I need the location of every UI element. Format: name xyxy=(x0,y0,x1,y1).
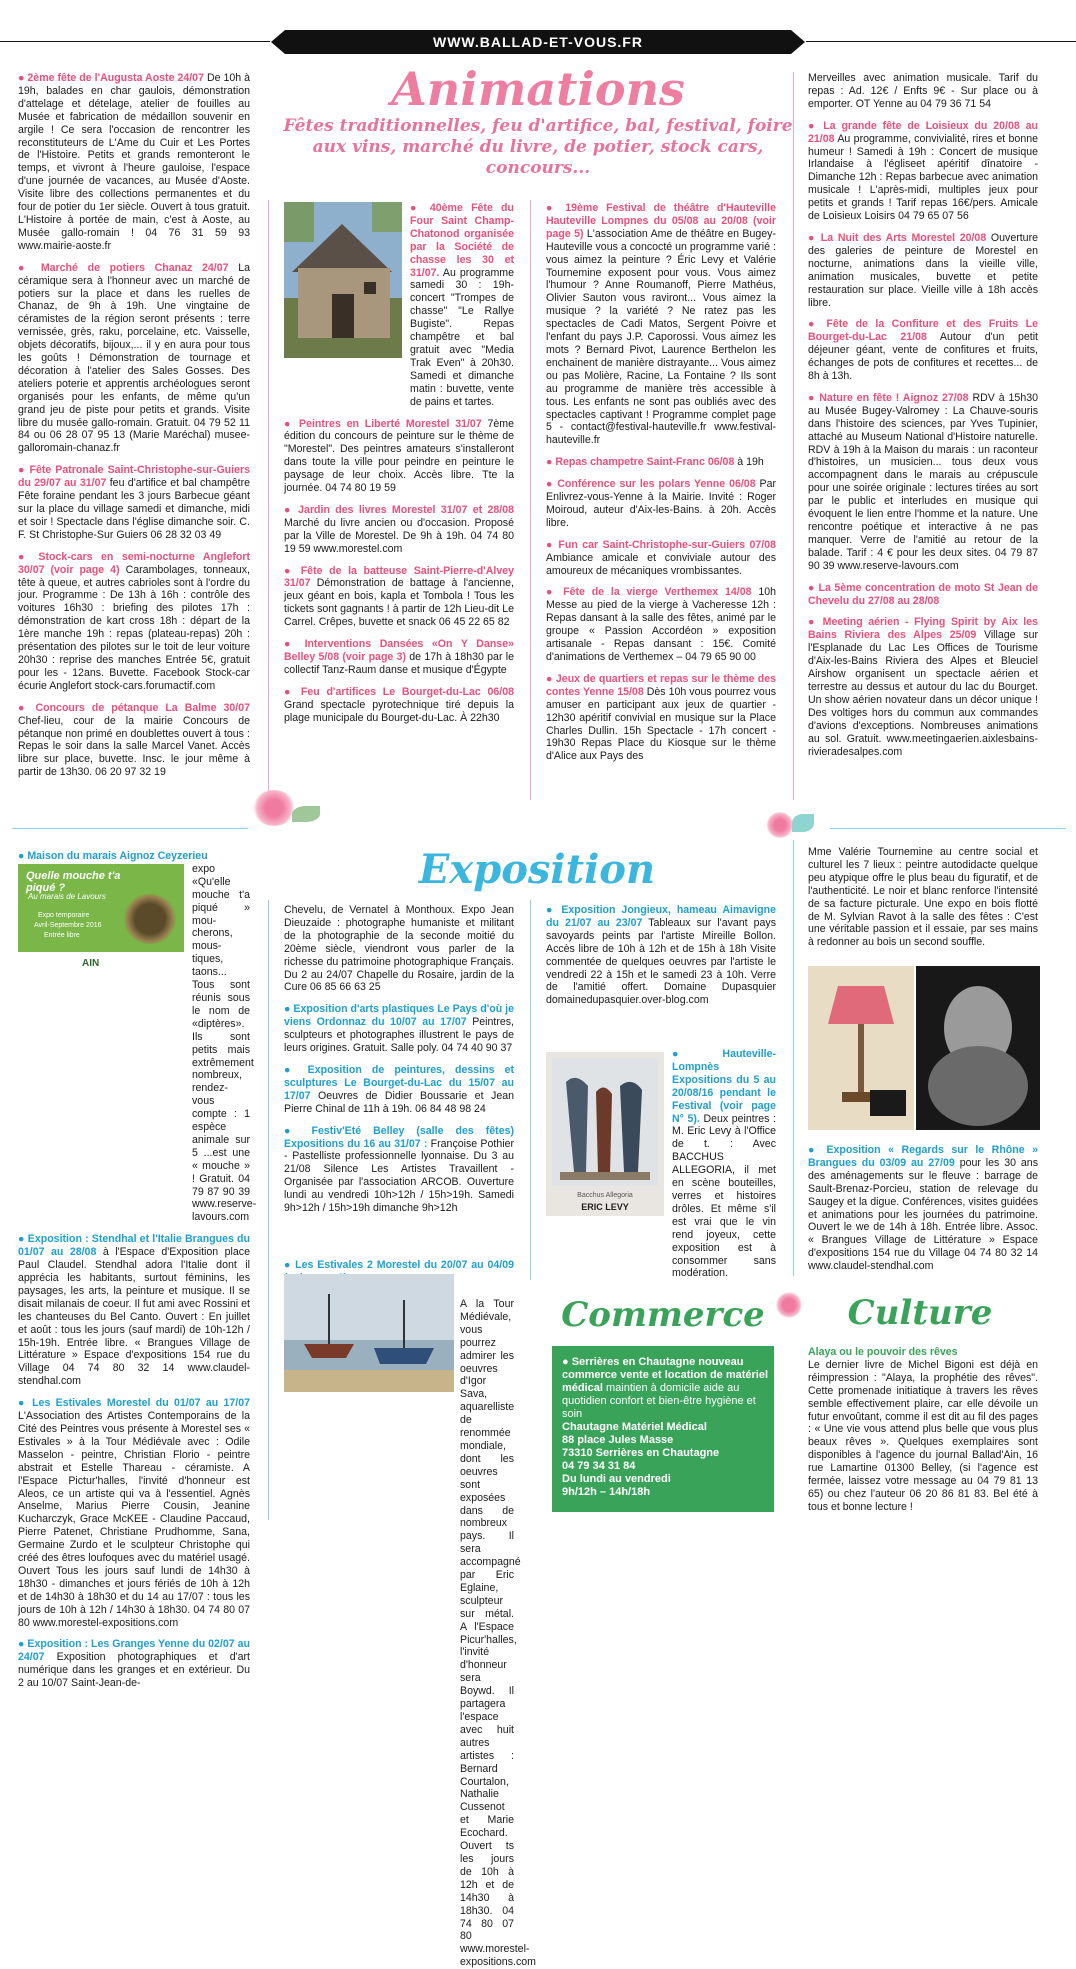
bullet-icon: ● xyxy=(546,456,556,469)
animations-column-1 xyxy=(18,72,250,802)
event-item xyxy=(18,72,250,253)
exposition-column-3 xyxy=(546,904,776,1044)
bullet-icon: ● xyxy=(284,1003,294,1016)
event-body: Grand spectacle pyrotechnique tiré depuis la plage municipale du Bourget-du-Lac. À 22h30 xyxy=(284,698,514,724)
event-body: Carambolages, tonneaux, tête à queue, et autres cabrioles sont à l'ordre du jour. Programme : De 13h à 16h : contrôle des voitures 16h30 : briefing des pilotes 17h : démonstration de kart cross 18h : départ de la 1ère manche 19h : repas (plateau-repas) 20h : présentation des pilotes sur le toit de leur voiture 20h30 : reprise des manches Entrée 5€, gratuit pour les - 12ans. Buvette. Facebook Stock-car écurie Anglefort stock-cars.forumactif.com xyxy=(18,563,250,692)
expo-body: Françoise Pothier - Pastelliste professionnelle lyonnaise. Du 3 au 21/08 Silence Les Artistes Travaillent - Organisée par l'association ARCOB. Ouverture lundi au vendredi 10h>12h / 15h>19h. Samedi 9h>12h / 15h>19h dimanche 9h>12h xyxy=(284,1137,514,1215)
rose-decoration xyxy=(766,812,794,838)
poster-line: Entrée libre xyxy=(44,932,80,939)
event-body: Village sur l'Esplanade du Lac Les Offices de Tourisme d'Aix-les-Bains Riviera des Alpes et Bleuciel Airshow organisent un spectacle aérien et terrestre au dessus et autour du lac du Bourget. Un show aérien novateur dans un décor unique ! Des voltiges hors du commun aux commandes d'avions d'exceptions. Nombreuses animations au sol. Gratuit. www.meetingaerien.aixlesbains-rivieradesalpes.com xyxy=(808,629,1038,758)
event-title: Meeting aérien - Flying Spirit by Aix les Bains Riviera des Alpes 25/09 xyxy=(808,616,1038,642)
bullet-icon: ● xyxy=(808,1144,827,1156)
tulip-decoration xyxy=(776,1292,802,1318)
bullet-icon: ● xyxy=(808,391,820,404)
event-item xyxy=(808,616,1038,758)
commerce-address: 88 place Jules Masse xyxy=(562,1434,674,1446)
exposition-column-2-bottom xyxy=(284,1298,536,1969)
event-item xyxy=(284,504,514,556)
event-item xyxy=(546,456,776,469)
expo-item xyxy=(284,1125,514,1215)
expo-body: Peintres, sculpteurs et photographes illustrent le pays de leurs origines. Gratuit. Salle poly. 04 74 40 90 37 xyxy=(284,1016,514,1055)
expo-title: Maison du marais Aignoz Ceyzerieu xyxy=(27,850,208,862)
section-rule-right xyxy=(830,828,1066,829)
event-body: La céramique sera à l'honneur avec un marché de potiers sur la place et dans les ruelles de Chanaz, de 9h à 19h. Une vingtaine de céramistes de la région seront présents : terre vernissée, grès, raku, porcelaine, etc. Vaisselle, objets décoratifs, bijoux,... il y en aura pour tous les goûts ! Démonstration de tournage et décoration à l'atelier des Sales Gosses. Des ateliers poterie et apprentis archéologues seront organisés pour les enfants, de même qu'un grand jeu de piste pour petits et grands. Visite libre du musée gallo-romain. Gratuit. 04 79 52 11 84 ou 06 28 07 95 13 (Marie Maréchal) musee-galloromain-chanaz.fr xyxy=(18,261,251,455)
event-title: Fête de la Confiture et des Fruits Le Bourget-du-Lac 21/08 xyxy=(808,318,1039,344)
expo-body: Exposition photographiques et d'art numérique dans les granges et en extérieur. Du 2 au 10/07 Saint-Jean-de- xyxy=(18,1651,250,1690)
event-title: Peintres en Liberté Morestel 31/07 xyxy=(299,417,482,430)
event-body: Par Enlivrez-vous-Yenne à la Mairie. Invité : Roger Moiroud, auteur d'Aix-les-Bains. à 20h. Accès libre. xyxy=(546,478,776,529)
event-title: La grande fête de Loisieux du 20/08 au 21/08 xyxy=(808,119,1038,145)
event-body: De 10h à 19h, balades en char gaulois, démonstration d'attelage et dételage, atelier de fouilles au Musée et fabrication de médaillon souvenir en argile ! Ce sera l'occasion de rencontrer les reconstituteurs de L'Ame du Cuir et Les Portes de l'Histoire. Petits et grands remonteront le temps, et vivront à l'heure gauloise, l'espace d'une journée de vacances, au Musée d'Aoste. Visite libre des collections permanentes et du four de potier du 1er siècle. Ouvert à tous gratuit. L'Histoire à portée de main, c'est à Aoste, au Musée gallo-romain ! 04 76 31 59 93 www.mairie-aoste.fr xyxy=(18,72,251,252)
expo-item xyxy=(284,1064,514,1116)
event-item xyxy=(546,673,776,763)
event-item xyxy=(284,686,514,725)
commerce-phone[interactable]: 04 79 34 31 84 xyxy=(562,1460,636,1472)
bw-portrait-painting xyxy=(916,966,1040,1130)
column-rule xyxy=(530,200,531,800)
painting-caption: Bacchus Allegoria xyxy=(577,1192,633,1199)
event-body: Marché du livre ancien ou d'occasion. Proposé par la Ville de Morestel. De 9h à 19h. 04 74 80 19 59 www.morestel.com xyxy=(284,516,514,555)
event-title: La Nuit des Arts Morestel 20/08 xyxy=(820,231,987,244)
expo-item xyxy=(18,1233,250,1388)
event-title: Feu d'artifices Le Bourget-du-Lac 06/08 xyxy=(300,685,514,698)
expo-item xyxy=(284,1003,514,1055)
bullet-icon: ● xyxy=(284,685,301,698)
event-title: Fête de la batteuse Saint-Pierre-d'Alvey 31/07 xyxy=(284,564,514,590)
event-item xyxy=(808,582,1038,608)
commerce-hours: 9h/12h – 14h/18h xyxy=(562,1486,651,1498)
bullet-icon: ● xyxy=(284,1124,312,1137)
event-body: RDV à 15h30 au Musée Bugey-Valromey : La Chauve-souris dans l'histoire des sciences, par Yves Tupinier, attaché au Museum National d'Histoire naturelle. RDV à 19h à la Maison du marais : un raconteur d'histoires, un musicien... tous deux vous accompagnent dans le marais au crépuscule pour une soirée originale : lectures tirées au sort par le public et interludes en musique qui évoquent le lien entre l'homme et la nature. Une rencontre poétique et interactive à ne pas manquer. Verre de l'amitié au retour de la balade. Tarif : 4 € pour les deux sites. 04 79 87 90 39 www.reserve-lavours.com xyxy=(808,391,1039,572)
event-body: Chef-lieu, cour de la mairie Concours de pétanque non primé en doublettes ouvert à tous : Repas le soir dans la salle Marcel Vanet. Accès libre sur place, buvette. Insc. le jour même à partir de 13h30. 06 20 97 32 19 xyxy=(18,714,250,779)
column-rule xyxy=(793,72,794,800)
event-body: 10h Messe au pied de la vierge à Vacheresse 12h : Repas dansant à la salle des fêtes, animé par le groupe « Passion Accordéon » exposition artisanale - Repas dansant : 15€. Comité d'animations de Verthemex – 04 79 65 90 00 xyxy=(546,586,776,663)
bullet-icon: ● xyxy=(284,503,299,516)
expo-body: A la Tour Médiévale, vous pourrez admirer les oeuvres d'Igor Sava, aquarelliste de renommée mondiale, dont les oeuvres sont exposées dans de nombreux pays. Il sera accompagné par Eric Eglaine, sculpteur sur métal. A l'Espace Picur'halles, l'invité d'honneur sera Boywd. Il partagera l'espace avec huit autres artistes : Bernard Courtalon, Nathalie Cussenot et Marie Ecochard. Ouvert ts les jours de 10h à 12h et de 14h30 à 18h30. 04 74 80 07 80 www.morestel-expositions.com xyxy=(460,1298,536,1969)
leaf-decoration xyxy=(292,806,320,822)
site-url[interactable]: WWW.BALLAD-ET-VOUS.FR xyxy=(433,34,643,50)
expo-body: pour les 30 ans des aménagements sur le fleuve : barrage de Sault-Brenaz-Porcieu, station de relevage du Saugey et la digue. Conférences, visites guidées et animations pour les journées du patrimoine. Ouvert le we de 14h à 18h. Entrée libre. Assoc. « Brangues Village de Littérature » Espace d'expositions 154 rue du Village 04 74 80 32 14 www.claudel-stendhal.com xyxy=(808,1156,1038,1273)
event-body: Démonstration de battage à l'ancienne, jeux géant en bois, kapla et Tombola ! Tous les tickets sont gagnants ! à partir de 12h Lieu-dit Le Carrel. Crêpes, buvette et snack 06 45 22 65 82 xyxy=(284,577,514,629)
expo-title: Festiv'Eté Belley (salle des fêtes) Expositions du 16 au 31/07 : xyxy=(284,1124,515,1150)
expo-title: Les Estivales Morestel du 01/07 au 17/07 xyxy=(32,1397,251,1410)
expo-continuation: Mme Valérie Tournemine au centre social et culturel les 7 lieux : peintre autodidacte quelque peu atypique offre le plus beau du figuratif, et de l'authenticité. Le noir et blanc renforce l'intensité de sa facture picturale. Une expo en bois flotté de M. Sylvian Ravot à la salle des fêtes : C'est une véritable passion et il essaie, par ses mains à redonner au bois un second souffle. xyxy=(808,846,1038,949)
expo-item xyxy=(18,1397,250,1629)
commerce-days: Du lundi au vendredi xyxy=(562,1473,671,1485)
column-rule xyxy=(268,200,269,800)
expo-body: L'Association des Artistes Contemporains de la Cité des Peintres vous présente à Morestel ses « Estivales » à la Tour Médiévale avec : Odile Masselon - peintre, Christian Florio - peintre abstrait et Estelle Thareau - céramiste. A l'Espace Pictur'halles, l'invité d'honneur est Aleos, ce un artiste qui va à l'essentiel. Agnès Anselme, Marius Pierre Cousin, Jeanine Kucharczyk, Grace McKEE - Claudine Paccaud, Pierre Patenet, Christiane Prudhomme, Sana, Germaine Zurdo et le sculpteur Christophe qui créé des êtres loufoques avec du matériel usagé. Ouvert Tous les jours sauf lundi de 14h30 à 18h30 - dimanches et jours fériés de 10h à 12h et de 14h30 à 18h30 et du 14 au 17/07 : tous les jours de 10h à 12h / 14h30 à 18h30. 04 74 80 07 80 www.morestel-expositions.com xyxy=(18,1410,250,1629)
event-item xyxy=(808,120,1038,223)
expo-title: Exposition Jongieux, hameau Aimavigne du 21/07 au 23/07 xyxy=(546,904,776,929)
event-title: 2ème fête de l'Augusta Aoste 24/07 xyxy=(27,72,204,84)
header-rule-left xyxy=(0,41,270,42)
commerce-box xyxy=(552,1346,774,1512)
bullet-icon: ● xyxy=(562,1356,572,1368)
expo-title: Exposition d'arts plastiques Le Pays d'où je viens Ordonnaz du 10/07 au 17/07 xyxy=(284,1003,515,1029)
event-item xyxy=(808,232,1038,309)
expo-title: Exposition de peintures, dessins et sculptures Le Bourget-du-Lac du 15/07 au 17/07 xyxy=(284,1063,514,1102)
column-rule xyxy=(530,900,531,1280)
event-item xyxy=(284,418,514,495)
event-item xyxy=(284,202,514,409)
exposition-column-3-bottom xyxy=(546,1048,776,1278)
bullet-icon: ● xyxy=(284,564,301,577)
bullet-icon: ● xyxy=(546,672,556,685)
bullet-icon: ● xyxy=(18,850,28,862)
expo-body: Oeuvres de Didier Boussarie et Jean Pierre Chinal de 11h à 19h. 06 84 48 98 24 xyxy=(284,1089,514,1115)
bullet-icon: ● xyxy=(18,1233,28,1246)
artist-signature: ERIC LEVY xyxy=(581,1202,629,1212)
bullet-icon: ● xyxy=(284,638,305,651)
event-body: 7ème édition du concours de peinture sur le thème de "Morestel". Des peintres amateurs s'installeront dans toute la ville pour peindre en peinture le paysage de leur choix. Accès libre. Tte la journée. 04 74 80 19 59 xyxy=(284,417,514,495)
culture-title: Culture xyxy=(847,1293,993,1333)
event-title: Fête Patronale Saint-Christophe-sur-Guiers du 29/07 au 31/07 xyxy=(18,464,251,490)
expo-body: Deux peintres : M. Eric Levy à l'Office de t. : Avec BACCHUS ALLEGORIA, il met en scène bouteilles, verres et histoires drôles. Et même s'il est vrai que le vin rend joyeux, cette exposition est à consommer sans modération. xyxy=(672,1112,776,1280)
bullet-icon: ● xyxy=(546,538,559,551)
event-body: Ambiance amicale et conviviale autour des amoureux de mécaniques vrombissantes. xyxy=(546,551,776,577)
ain-logo: AIN xyxy=(82,958,100,969)
event-body: Dès 10h vous pourrez vous amuser en participant aux jeux de quartier - 12h30 apéritif convivial en musique sur la Place Charles Dullin. 15h Spectacle - 17h concert - 19h30 Repas Place du Kiosque sur le thème d'Alice aux Pays des xyxy=(546,685,777,763)
event-title: Stock-cars en semi-nocturne Anglefort 30/07 (voir page 4) xyxy=(18,550,250,576)
bullet-icon: ● xyxy=(18,1397,33,1410)
animations-column-4 xyxy=(808,72,1038,802)
event-item xyxy=(284,638,514,677)
culture-item xyxy=(808,1346,1038,1514)
event-title: Nature en fête ! Aignoz 27/08 xyxy=(819,391,969,404)
expo-item xyxy=(18,850,257,1224)
event-body: à 19h xyxy=(737,456,764,469)
section-rule-left xyxy=(12,828,248,829)
event-body: Autour d'un petit déjeuner géant, vente de confitures et fruits, échanges de pots de confitures et recettes... de 8h à 13h. xyxy=(808,331,1038,383)
exposition-column-4-bottom xyxy=(808,1144,1038,1274)
event-body: Au programme samedi 30 : 19h- concert "Trompes de chasse" "Le Rallye Bugiste". Repas champêtre et bal gratuit avec "Media Trak Even" à 20h30. Samedi et dimanche matin : buvette, vente de pains et tartes. xyxy=(410,266,514,408)
poster-line: Avril-Septembre 2016 xyxy=(34,922,102,929)
bullet-icon: ● xyxy=(284,1063,308,1076)
expo-title: Exposition : Les Granges Yenne du 02/07 au 24/07 xyxy=(18,1638,250,1664)
commerce-headline xyxy=(562,1356,774,1421)
event-body: L'association Ame de théâtre en Bugey-Hauteville vous a concocté un programme varié : vous aimez la peinture ? Éric Levy et Valérie Tournemine exposent pour vous. Vous aimez l'humour ? Anne Roumanoff, Pierre Mathéus, Olivier Sauton vous raviront... Vous aimez la musique ? la variété ? Ne ratez pas les spectacles de Cadi Matos, Sergent Poivre et l'enfant du pays J.P. Caporossi. Vous aimez les mots ? Bernard Pivot, Laurence Berthelon les enchainent de manière distrayante... Vous aimez ou pas Molière, Racine, La Fontaine ? Ils sont au programme de manière très accessible à tous. Les enfants ne sont pas oubliés avec des spectacles captivant ! Programme complet page 5 - contact@festival-hauteville.fr www.festival-hauteville.fr xyxy=(546,227,776,447)
expo-title: Hauteville-Lompnès Expositions du 5 au 20/08/16 pendant le Festival (voir page N° 5). xyxy=(672,1048,776,1125)
bullet-icon: ● xyxy=(18,464,30,477)
exposition-column-4 xyxy=(808,846,1038,966)
event-item xyxy=(546,586,776,663)
lamp-sculpture-photo xyxy=(808,966,914,1130)
event-title: Fun car Saint-Christophe-sur-Guiers 07/08 xyxy=(558,538,777,551)
animations-title: Animations xyxy=(391,62,685,116)
event-item xyxy=(546,478,776,530)
bullet-icon: ● xyxy=(18,1638,28,1651)
bullet-icon: ● xyxy=(808,581,819,594)
header-rule-right xyxy=(806,41,1076,42)
event-item xyxy=(808,392,1038,573)
site-banner[interactable] xyxy=(285,30,791,54)
expo-body: expo «Qu'elle mouche t'a piqué » mou-cherons, mous-tiques, taons... Tous sont réunis sous le nom de «diptères». Ils sont petits mais extrêmement nombreux, rendez-vous compte : 1 espèce animale sur 5 ...est une « mouche » ! Gratuit. 04 79 87 90 39 www.reserve-lavours.com xyxy=(192,862,257,1224)
event-item xyxy=(18,464,250,541)
column-rule xyxy=(268,900,269,1520)
event-title: Concours de pétanque La Balme 30/07 xyxy=(35,701,250,714)
bullet-icon: ● xyxy=(410,202,430,214)
expo-item xyxy=(808,1144,1038,1273)
event-title: Interventions Dansées «On Y Danse» Belley 5/08 (voir page 3) xyxy=(284,638,514,663)
expo-continuation: Chevelu, de Vernatel à Monthoux. Expo Jean Dieuzaide : photographe humaniste et militant de la photographie de la seconde moitié du 20ème siècle, viendront vous parler de la richesse du patrimoine photographique Français. Du 2 au 24/07 Chapelle du Rosaire, jardin de la Cure 06 85 66 63 25 xyxy=(284,904,514,994)
animations-subtitle: Fêtes traditionnelles, feu d'artifice, bal, festival, foire aux vins, marché du livre, de potier, stock cars, concours... xyxy=(283,116,793,178)
poster-subhead: Au marais de Lavours xyxy=(28,892,106,901)
bullet-icon: ● xyxy=(808,231,821,244)
column-rule xyxy=(793,840,794,1276)
event-item xyxy=(284,565,514,630)
commerce-description: maintien à domicile aide au quotidien confort et bien-être hygiène et soin xyxy=(562,1382,756,1420)
exposition-column-1 xyxy=(18,850,257,1690)
culture-column xyxy=(808,1346,1038,1526)
event-title: Jardin des livres Morestel 31/07 et 28/08 xyxy=(298,503,514,516)
expo-body: Tableaux sur l'avant pays savoyards peints par l'artiste Mireille Bollon. Accès libre de 10h à 12h et de 15h à 18h Visite commentée de quelques oeuvres par l'artiste le vendredi 22 à 15h et le samedi 23 à 10h. Verre de l'amitié offert. Domaine Dupasquier domainedupasquier.over-blog.com xyxy=(546,916,777,1007)
bullet-icon: ● xyxy=(808,616,823,629)
bullet-icon: ● xyxy=(546,478,558,491)
bullet-icon: ● xyxy=(284,417,300,430)
commerce-headline-text: Serrières en Chautagne nouveau commerce vente et location de matériel médical xyxy=(562,1356,769,1394)
animations-column-3 xyxy=(546,202,776,802)
bullet-icon: ● xyxy=(546,586,564,599)
bullet-icon: ● xyxy=(546,202,566,214)
event-body: Au programme, convivialité, rires et bonne humeur ! Samedi à 19h : Concert de musique Irlandaise à l'égliseet apéritif dînatoire - Dimanche 12h : Repas barbecue avec animation musicale ! L'après-midi, multiples jeux pour petits et grands ! Tarif repas 16€/pers. Amicale de Loisieux Loisirs 04 79 65 07 56 xyxy=(808,132,1038,223)
bullet-icon: ● xyxy=(18,72,28,84)
event-item xyxy=(546,539,776,578)
expo-title: Exposition : Stendhal et l'Italie Brangues du 01/07 au 28/08 xyxy=(18,1233,250,1259)
bullet-icon: ● xyxy=(808,119,824,132)
commerce-name: Chautagne Matériel Médical xyxy=(562,1421,707,1433)
exposition-column-2 xyxy=(284,904,514,1259)
bullet-icon: ● xyxy=(18,261,41,274)
culture-body: Le dernier livre de Michel Bigoni est déjà en réimpression : "Alaya, la prophétie des rêves". Cette promenade initiatique à travers les rêves semble effectivement plaire, car elle dévoile un futur envoûtant, comme il est dit au fil des pages : « Une vie vous attend plus belle que vous plus beaux rêves ». Quelques exemplaires sont disponibles à l'agence du journal Ballad'Ain, 16 rue Lamartine 01300 Belley, (si l'agence est fermée, laissez votre message au 04 79 81 13 65) ou chez l'auteur 06 20 86 81 83. Bel été à tous et bonne lecture ! xyxy=(808,1358,1038,1513)
event-title: La 5ème concentration de moto St Jean de Chevelu du 27/08 au 28/08 xyxy=(808,581,1038,607)
event-title: Conférence sur les polars Yenne 06/08 xyxy=(557,478,756,491)
expo-item xyxy=(546,1048,776,1280)
animations-column-2 xyxy=(284,202,514,802)
expo-title: Les Estivales 2 Morestel du 20/07 au 04/09 xyxy=(295,1259,514,1271)
event-item xyxy=(18,702,250,779)
bullet-icon: ● xyxy=(808,318,827,331)
event-body: feu d'artifice et bal champêtre Fête foraine pendant les 3 jours Barbecue géant sur la place du village samedi et dimanche, midi et soir ! Spectacle dans l'église dimanche soir. C. F. St Christophe-Sur Guiers 06 28 32 03 49 xyxy=(18,477,250,541)
event-continuation: Merveilles avec animation musicale. Tarif du repas : Ad. 12€ / Enfts 9€ - Sur place ou à emporter. OT Yenne au 04 79 36 71 54 xyxy=(808,72,1038,110)
event-body: Ouverture des galeries de peinture de Morestel en nocturne, animations dans la vieille ville, animation musicales, buvette et petite restauration sur place. Vieille ville à 18h accès libre. xyxy=(808,231,1038,309)
event-title: Repas champetre Saint-Franc 06/08 xyxy=(555,456,735,469)
commerce-city: 73310 Serrières en Chautagne xyxy=(562,1447,720,1459)
bullet-icon: ● xyxy=(672,1048,723,1060)
event-item xyxy=(808,318,1038,383)
leaf-decoration xyxy=(792,814,814,832)
event-title: 40ème Fête du Four Saint Champ-Chatonod organisée par la Société de chasse les 30 et 31/07. xyxy=(410,202,514,279)
expo-item xyxy=(546,904,776,1007)
bullet-icon: ● xyxy=(18,550,39,563)
event-title: 19ème Festival de théâtre d'Hauteville Hauteville Lompnes du 05/08 au 20/08 (voir page 5) xyxy=(546,202,776,240)
event-title: Marché de potiers Chanaz 24/07 xyxy=(40,261,229,274)
bullet-icon: ● xyxy=(284,1259,296,1271)
culture-item-title: Alaya ou le pouvoir des rêves xyxy=(808,1346,958,1358)
event-item xyxy=(18,551,250,693)
poster-headline: Quelle mouche t'a piqué ? xyxy=(26,870,121,894)
expo-body: à l'Espace d'Exposition place Paul Claudel. Stendhal adora l'Italie dont il apprécia les habitants, surtout féminins, les paysages, les arts, la peinture et musique. Il se disait milanais de coeur. Il fut ami avec Rossini et les chanteuses du Bel Canto. Ouvert : En juillet et août : tous les jours (sauf mardi) de 10h-12h / 15h-19h. Entrée libre. « Brangues Village de Littérature » Espace d'expositions 154 rue du Village 04 74 80 32 14 www.claudel-stendhal.com xyxy=(18,1246,250,1388)
event-item xyxy=(546,202,776,447)
bullet-icon: ● xyxy=(546,904,562,916)
exposition-title: Exposition xyxy=(418,846,656,893)
expo-item xyxy=(18,1638,250,1690)
event-title: Jeux de quartiers et repas sur le thème des contes Yenne 15/08 xyxy=(546,672,776,698)
expo-title: Exposition « Regards sur le Rhône » Brangues du 03/09 au 27/09 xyxy=(808,1144,1039,1169)
bullet-icon: ● xyxy=(18,701,36,714)
rose-decoration xyxy=(252,790,296,826)
poster-line: Expo temporaire xyxy=(38,912,90,919)
commerce-title: Commerce xyxy=(561,1295,765,1335)
event-title: Fête de la vierge Verthemex 14/08 xyxy=(563,586,752,599)
event-body: de 17h à 18h30 par le collectif Tanz-Raum danse et musique d'Égypte xyxy=(284,651,514,676)
event-item xyxy=(18,262,250,456)
